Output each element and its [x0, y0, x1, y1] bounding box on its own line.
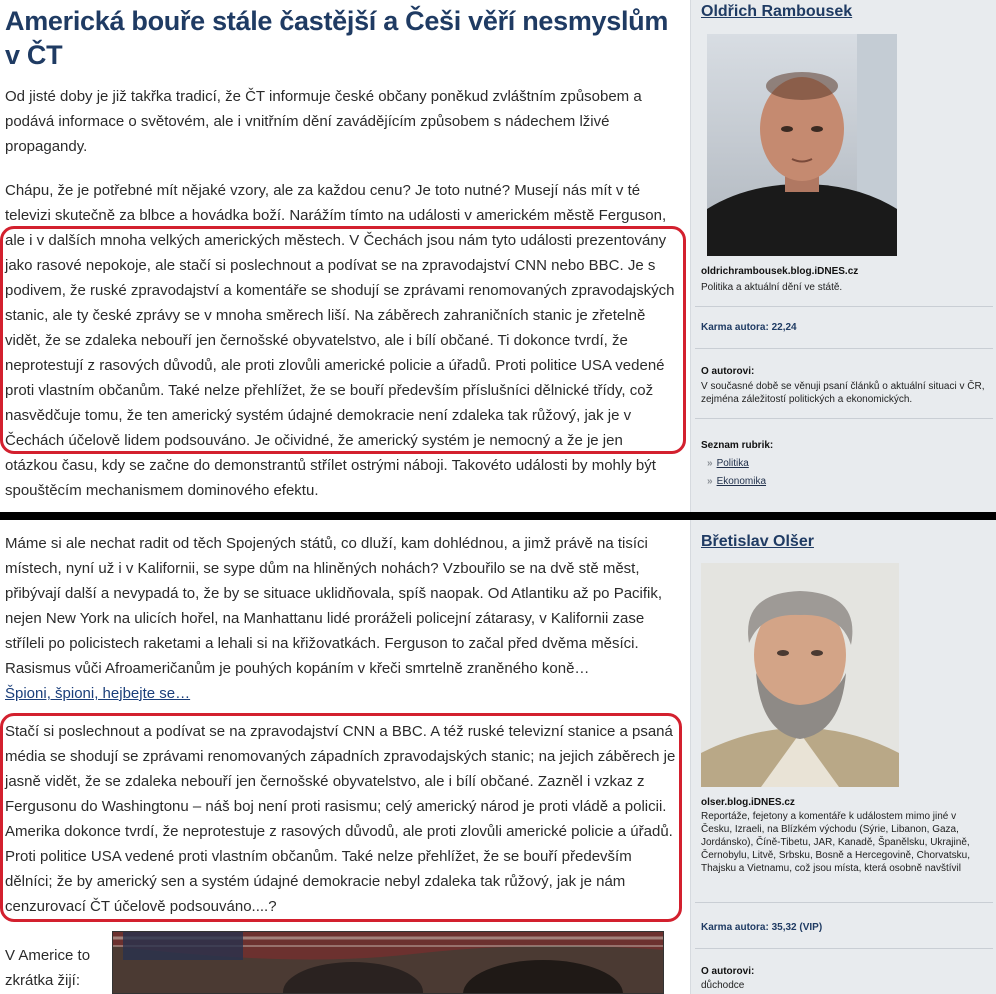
author-sidebar-bottom [690, 520, 996, 994]
screenshot-divider [0, 512, 996, 520]
rubriky-heading: Seznam rubrik: [701, 440, 774, 451]
double-chevron-icon: » [707, 476, 713, 487]
author-photo[interactable] [707, 34, 897, 256]
article-main-bottom [0, 520, 690, 994]
rubrika-label[interactable]: Ekonomika [716, 476, 767, 487]
article-paragraph-usa: Máme si ale nechat radit od těch Spojených států, co dluží, kam dohlédnou, a jimž právě na tisíci místech, nyní už i v Kalifornii, se sype dům na hliněných nohách? Vzbouřilo se na dvě stě měst, přibývají další a nevypadá to, že by se situace uklidňovala, spíš naopak. Od Atlantiku až po Pacifik, nejen New York na ulicích hořel, na Manhattanu lidé proráželi policejní zátarasy, v Kalifornii zase stříleli po policistech raketami a lehali si na křižovatkách. Ferguson to začal před dvěma měsíci. Rasismus vůči Afroameričanům je pouhých kopáním v křeči smrtelně zraněného koně… [5, 535, 663, 677]
sidebar-divider [695, 348, 993, 349]
double-chevron-icon: » [707, 458, 713, 469]
author-blog-description: Politika a aktuální dění ve státě. [701, 282, 843, 293]
article-paragraph-cnn: Stačí si poslechnout a podívat se na zpravodajství CNN a BBC. A též ruské televizní stanice a psaná média se shodují se zprávami renomovaných západních zpravodajských stanic; na jejich záběrech je jasně vidět, že se zdaleka nebouří jen černošské obyvatelstvo, ale i bílí občané. Zazněl i vzkaz z Fergusonu do Washingtonu – náš boj není proti rasismu; celý americký národ je proti vládě a policii. Amerika dokonce tvrdí, že neprotestuje z rasových důvodů, ale proti zlovůli americké policie a úřadů. Proti politice USA vedené proti vlastním občanům. Také nelze přehlížet, že se bouří především dělníci; že by americký sen a systém údajné demokracie nebyl zdaleka tak růžový, jak je nám cenzurovací ČT účelově podsouváno....? [5, 723, 676, 915]
about-heading: O autorovi: [701, 366, 755, 377]
article-image[interactable] [112, 931, 664, 994]
article-paragraph-caption: V Americe to zkrátka žijí: [5, 947, 91, 989]
about-heading: O autorovi: [701, 966, 755, 977]
author-name-link[interactable]: Břetislav Olšer [701, 533, 814, 550]
author-sidebar-top [690, 0, 996, 512]
sidebar-divider [695, 418, 993, 419]
author-karma: Karma autora: 35,32 (VIP) [701, 922, 823, 933]
rubrika-label[interactable]: Politika [716, 458, 749, 469]
rubrika-item-politika[interactable] [707, 458, 749, 469]
sidebar-divider [695, 948, 993, 949]
author-portrait-image [701, 563, 899, 787]
author-karma: Karma autora: 22,24 [701, 322, 797, 333]
about-text: důchodce [701, 980, 745, 991]
author-photo[interactable] [701, 563, 899, 787]
about-text: V současné době se věnuji psaní článků o aktuální situaci v ČR, zejména záležitostí politických a ekonomických. [701, 381, 985, 405]
rubrika-item-ekonomika[interactable] [707, 476, 766, 487]
author-blog-url[interactable]: oldrichrambousek.blog.iDNES.cz [701, 266, 859, 277]
author-blog-url[interactable]: olser.blog.iDNES.cz [701, 797, 795, 808]
related-article-link[interactable]: Špioni, špioni, hejbejte se… [5, 685, 191, 702]
author-portrait-image [707, 34, 897, 256]
sidebar-divider [695, 902, 993, 903]
article-title: Americká bouře stále častější a Češi věří nesmyslům v ČT [5, 6, 669, 70]
article-panel-bottom [0, 520, 996, 994]
protest-photo-image [113, 932, 664, 994]
sidebar-divider [695, 306, 993, 307]
article-main-top [0, 0, 690, 512]
author-name-link[interactable]: Oldřich Rambousek [701, 3, 853, 20]
author-blog-description: Reportáže, fejetony a komentáře k událostem mimo jiné v Česku, Izraeli, na Blízkém východu (Sýrie, Libanon, Gaza, Jordánsko), Číně-Tibetu, JAR, Kanadě, Španělsku, Ukrajině, Černobylu, Litvě, Srbsku, Bosně a Hercegovině, Chorvatsku, Thajsku a Vietnamu, což jsou místa, která osobně navštívil [701, 811, 971, 874]
article-paragraph-ferguson: Chápu, že je potřebné mít nějaké vzory, ale za každou cenu? Je toto nutné? Musejí nás mít v té televizi skutečně za blbce a hovádka boží. Narážím tímto na události v americkém městě Ferguson, ale i v dalších mnoha velkých amerických městech. V Čechách jsou nám tyto události prezentovány jako rasové nepokoje, ale stačí si poslechnout a podívat se na zpravodajství CNN nebo BBC. Je s podivem, že ruské zpravodajství a komentáře se shodují se zprávami renomovaných zpravodajských stanic, ale ty české zprávy se v mnoha směrech liší. Na záběrech zahraničních stanic je zřetelně vidět, že se zdaleka nebouří jen černošské obyvatelstvo, ale i bílí občané. Ti dokonce tvrdí, že neprotestují z rasových důvodů, ale proti zlovůli americké policie a úřadů. Proti politice USA vedené proti vlastním občanům. Také nelze přehlížet, že se bouří především příslušníci dělnické třídy, což nasvědčuje tomu, že ten americký systém údajné demokracie není zdaleka tak růžový, jak je v Čechách účelově lidem podsouváno. Je očividné, že americký systém je nemocný a že je jen otázkou času, kdy se začne do demonstrantů střílet ostrými náboji. Takovéto události by mohly být spouštěcím mechanismem dominového efektu. [5, 182, 675, 499]
article-paragraph-intro: Od jisté doby je již takřka tradicí, že ČT informuje české občany poněkud zvláštním způsobem a podává informace o světovém, ale i vnitřním dění zavádějícím způsobem s nádechem lživé propagandy. [5, 88, 642, 155]
